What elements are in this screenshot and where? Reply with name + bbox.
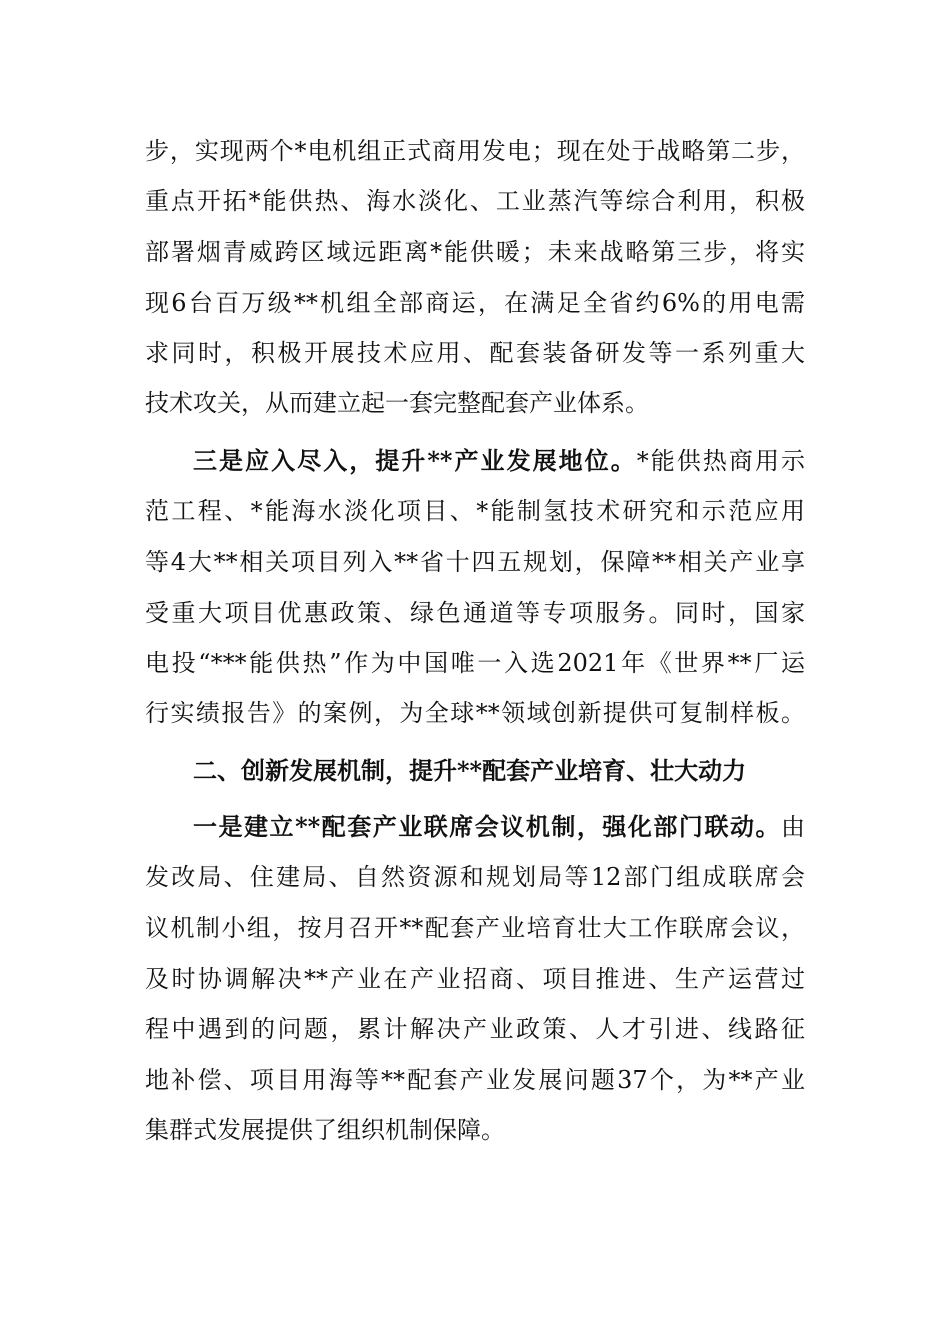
paragraph-2-line-3: 等4大**相关项目列入**省十四五规划，保障**相关产业享: [145, 548, 805, 576]
paragraph-3-line-7: 集群式发展提供了组织机制保障。: [145, 1116, 505, 1144]
paragraph-1-line-6: 技术攻关，从而建立起一套完整配套产业体系。: [145, 389, 649, 417]
paragraph-3-line-2: 发改局、住建局、自然资源和规划局等12部门组成联席会: [145, 863, 805, 891]
paragraph-2-line-5: 电投“***能供热”作为中国唯一入选2021年《世界**厂运: [145, 649, 805, 677]
paragraph-3-line-5: 程中遇到的问题，累计解决产业政策、人才引进、线路征: [145, 1015, 805, 1043]
paragraph-2-line-4: 受重大项目优惠政策、绿色通道等专项服务。同时，国家: [145, 599, 805, 627]
paragraph-2-line-1: [193, 444, 805, 478]
paragraph-3-line-6: 地补偿、项目用海等**配套产业发展问题37个，为**产业: [145, 1066, 805, 1094]
paragraph-2-line-6: 行实绩报告》的案例，为全球**领域创新提供可复制样板。: [145, 699, 805, 727]
paragraph-3-lead: 一是建立**配套产业联席会议机制，强化部门联动。: [193, 812, 781, 841]
paragraph-3-line-4: 及时协调解决**产业在产业招商、项目推进、生产运营过: [145, 965, 805, 993]
paragraph-1-line-1: 步，实现两个*电机组正式商用发电；现在处于战略第二步，: [145, 137, 805, 165]
paragraph-2-lead: 三是应入尽入，提升**产业发展地位。: [193, 446, 637, 475]
paragraph-1-line-5: 求同时，积极开展技术应用、配套装备研发等一系列重大: [145, 339, 805, 367]
paragraph-2-line-2: 范工程、*能海水淡化项目、*能制氢技术研究和示范应用: [145, 497, 805, 525]
paragraph-3-line-3: 议机制小组，按月召开**配套产业培育壮大工作联席会议，: [145, 914, 805, 942]
paragraph-2-first-line-rest: *能供热商用示: [636, 447, 805, 475]
paragraph-1-line-3: 部署烟青威跨区域远距离*能供暖；未来战略第三步，将实: [145, 238, 805, 266]
paragraph-1-line-4: 现6台百万级**机组全部商运，在满足全省约6%的用电需: [145, 289, 805, 317]
paragraph-1-line-2: 重点开拓*能供热、海水淡化、工业蒸汽等综合利用，积极: [145, 187, 805, 215]
section-heading: 二、创新发展机制，提升**配套产业培育、壮大动力: [193, 756, 747, 785]
paragraph-3-first-line-rest: 由: [781, 813, 805, 841]
paragraph-3-line-1: [193, 810, 805, 844]
